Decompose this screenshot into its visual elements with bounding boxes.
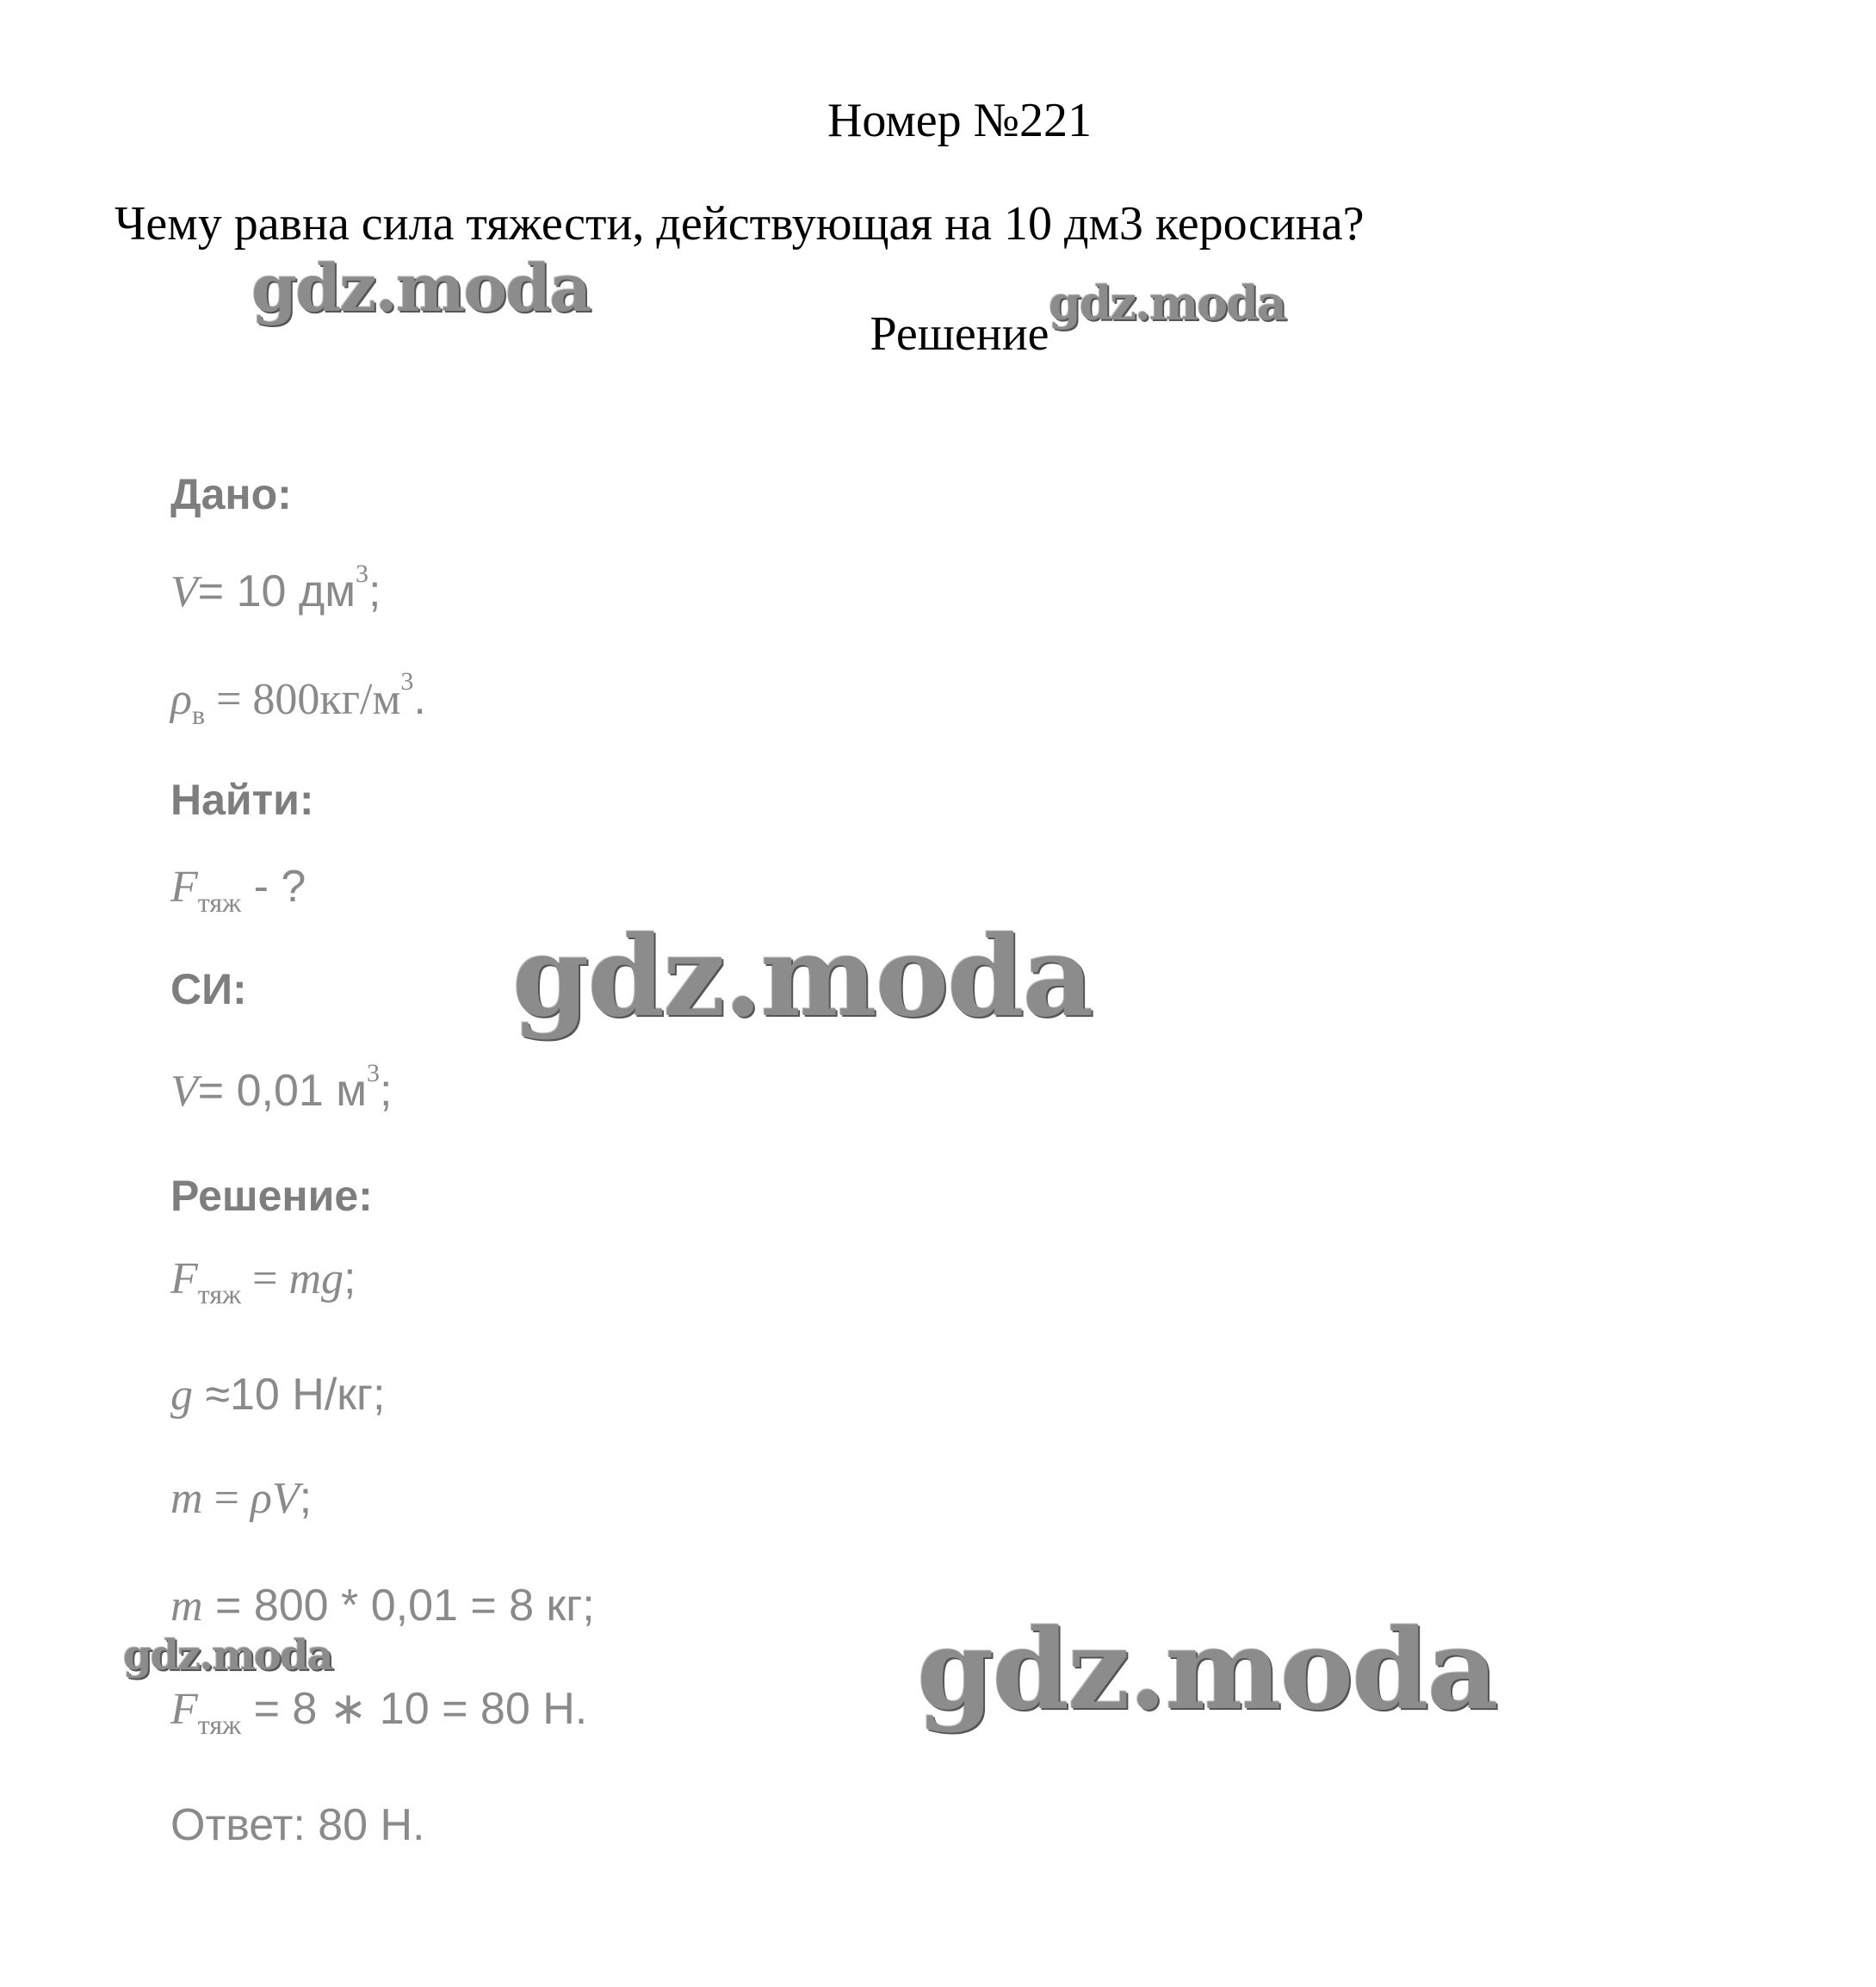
watermark: gdz.moda [917,1606,1497,1735]
watermark: gdz.moda [251,250,591,326]
watermark: gdz.moda [1049,275,1285,331]
formula-gravity: $F_{тяж}$ = mg; [170,1253,356,1309]
given-volume: V= 10 $дм^3$; [170,560,381,616]
si-volume: V= 0,01 $м^3$; [170,1059,393,1116]
find-force: $F_{тяж}$ - ? [170,862,306,918]
solution-heading: Решение [870,307,1049,361]
find-label: Найти: [170,776,314,824]
calc-mass: m = 800 * 0,01 = 8 кг; [170,1581,595,1631]
answer: Ответ: 80 Н. [170,1800,425,1850]
question-text: Чему равна сила тяжести, действующая на 10 дм3 керосина? [115,197,1365,251]
formula-mass: m = ρV; [170,1473,313,1523]
formula-g: g ≈10 Н/кг; [170,1370,386,1420]
page-title: Номер №221 [827,94,1093,147]
calc-force: $F_{тяж} = 8$ ∗ 10 = 80 Н. [170,1684,588,1740]
solution-label: Решение: [170,1172,373,1220]
si-label: СИ: [170,965,247,1013]
given-density: $\rho_в = 800кг/м^3$. [170,667,426,730]
watermark: gdz.moda [123,1631,332,1680]
watermark: gdz.moda [512,913,1093,1042]
given-label: Дано: [170,470,292,518]
